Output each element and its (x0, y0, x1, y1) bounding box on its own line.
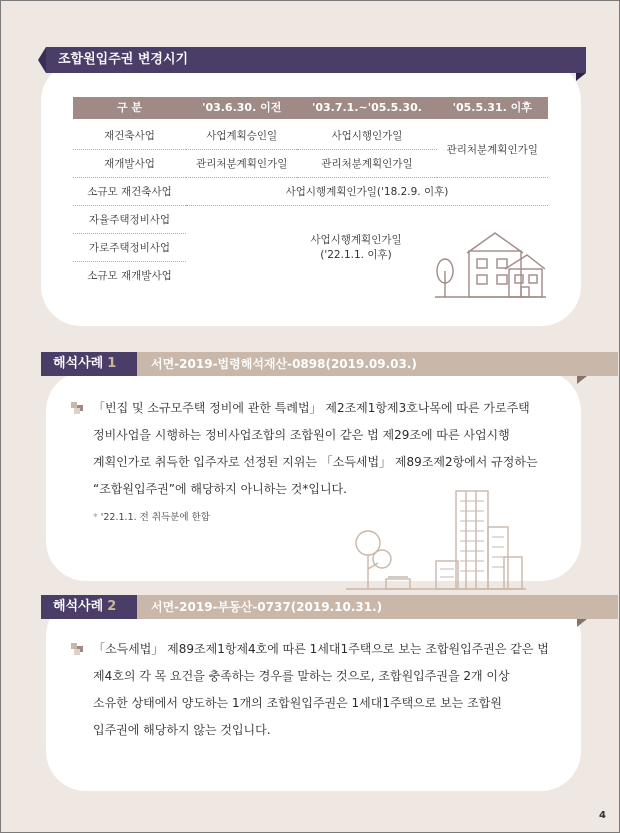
case2-fold (577, 619, 587, 627)
case1-footnote: * '22.1.1. 전 취득분에 한함 (93, 512, 210, 523)
row-cell: 관리처분계획인가일 (186, 150, 297, 178)
row-name: 가로주택정비사업 (73, 234, 186, 262)
case1-line: 정비사업을 시행하는 정비사업조합의 조합원이 같은 법 제29조에 따른 사업시행 (93, 428, 510, 442)
case2-line: 제4호의 각 목 요건을 충족하는 경우를 말하는 것으로, 조합원입주권을 2개 이상 (93, 669, 510, 683)
case2-line: 「소득세법」 제89조제1항제4호에 따른 1세대1주택으로 보는 조합원입주권은 같은 법 (93, 642, 549, 656)
house-illustration (433, 231, 548, 299)
case2-line: 소유한 상태에서 양도하는 1개의 조합원입주권은 1세대1주택으로 보는 조합원 (93, 696, 502, 710)
case1-line: 「빈집 및 소규모주택 정비에 관한 특례법」 제2조제1항제3호나목에 따른 가로주택 (93, 401, 530, 415)
city-buildings-illustration (346, 487, 526, 591)
section-title: 조합원입주권 변경시기 (46, 47, 586, 73)
row-cell: 사업계획승인일 (186, 119, 297, 150)
row-cell: 관리처분계획인가일 (297, 150, 436, 178)
span-line-1: 사업시행계획인가일 (310, 233, 402, 246)
case2-label: 해석사례 2 (41, 595, 137, 619)
case2-body (93, 636, 555, 744)
page-number: 4 (599, 810, 606, 821)
case1-fold (577, 376, 587, 384)
table-header-row (73, 97, 548, 119)
row-name: 재건축사업 (73, 119, 186, 150)
square-bullet-icon (71, 643, 85, 655)
case2-title: 서면-2019-부동산-0737(2019.10.31.) (137, 595, 618, 619)
header-0307-0505: '03.7.1.~'05.5.30. (299, 97, 434, 119)
header-category: 구 분 (75, 97, 184, 119)
row-name: 자율주택정비사업 (73, 206, 186, 234)
span-line-2: ('22.1.1. 이후) (320, 248, 392, 261)
row-name: 소규모 재건축사업 (73, 178, 186, 206)
ribbon-fold (576, 73, 586, 81)
header-before-0306: '03.6.30. 이전 (188, 97, 295, 119)
table-row (73, 206, 548, 234)
span-cell: 사업시행계획인가일('18.2.9. 이후) (186, 178, 548, 206)
case1-title: 서면-2019-법령해석재산-0898(2019.09.03.) (137, 352, 618, 376)
case1-line: 계획인가로 취득한 입주자로 선정된 지위는 「소득세법」 제89조제2항에서 규정하는 (93, 455, 538, 469)
row-name: 소규모 재개발사업 (87, 270, 172, 282)
case1-label: 해석사례 1 (41, 352, 137, 376)
case1-line: “조합원입주권”에 해당하지 아니하는 것*입니다. (93, 482, 347, 496)
square-bullet-icon (71, 402, 85, 414)
row-cell: 사업시행인가일 (297, 119, 436, 150)
row-name: 재개발사업 (73, 150, 186, 178)
case2-line: 입주권에 해당하지 않는 것입니다. (93, 723, 271, 737)
table-row (73, 119, 548, 150)
merged-cell: 관리처분계획인가일 (437, 119, 549, 178)
header-after-0505: '05.5.31. 이후 (439, 97, 547, 119)
table-row (73, 178, 548, 206)
